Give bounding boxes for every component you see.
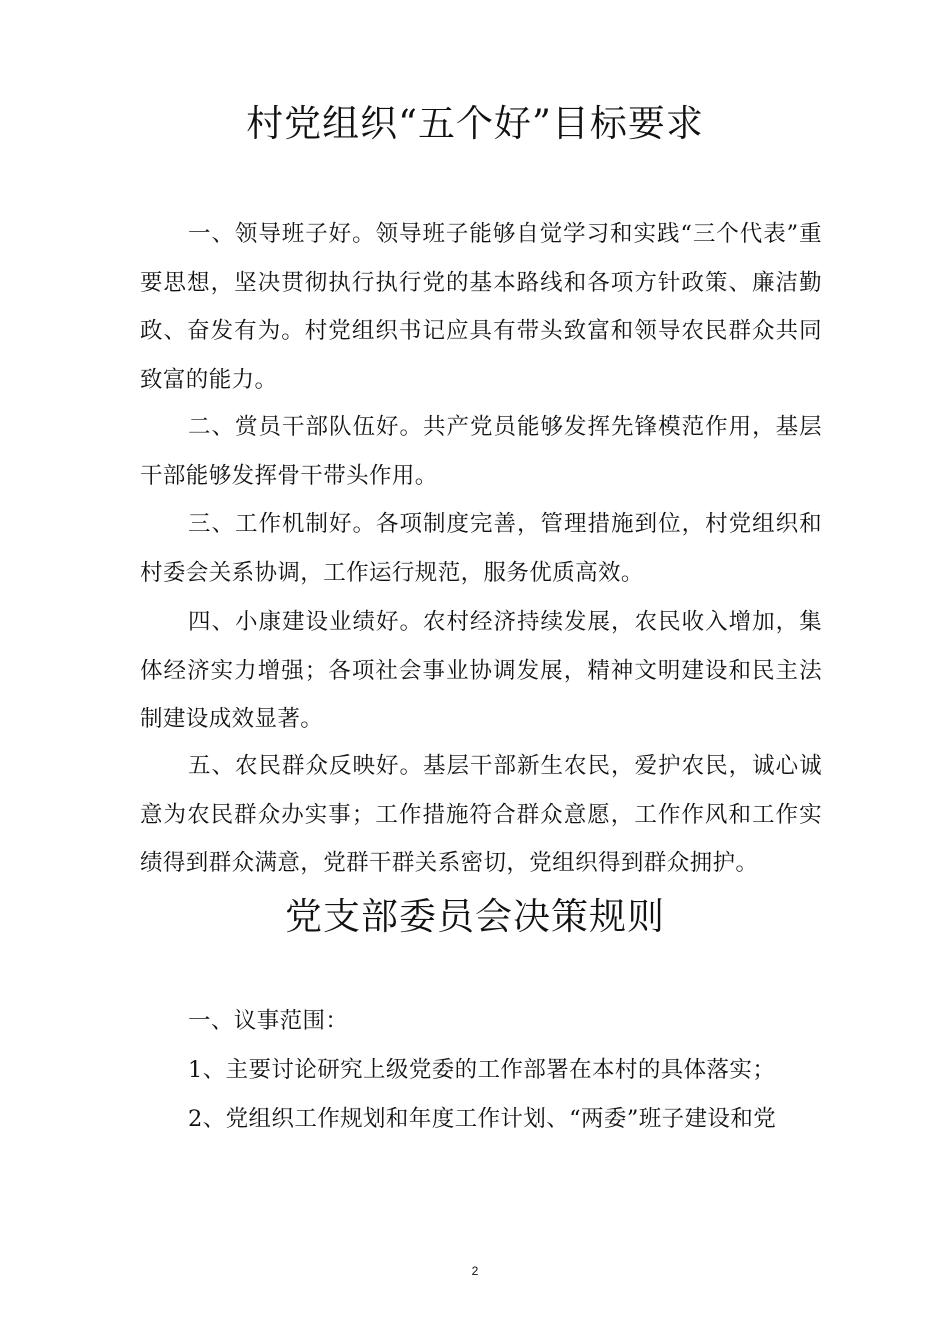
- page-number: 2: [471, 1264, 479, 1278]
- section-title-five-goods: 村党组织“五个好”目标要求: [246, 102, 704, 145]
- paragraph-xiaokang-construction: 四、小康建设业绩好。农村经济持续发展，农民收入增加，集体经济实力增强；各项社会事业协调发展，精神文明建设和民主法制建设成效显著。: [140, 609, 822, 732]
- paragraph-work-mechanism: 三、工作机制好。各项制度完善，管理措施到位，村党组织和村委会关系协调，工作运行规范，服务优质高效。: [140, 511, 822, 586]
- paragraph-rule-item-1: 1、主要讨论研究上级党委的工作部署在本村的具体落实；: [188, 1057, 776, 1083]
- paragraph-rule-item-2: 2、党组织工作规划和年度工作计划、“两委”班子建设和党: [188, 1106, 777, 1132]
- paragraph-discussion-scope: 一、议事范围：: [188, 1008, 349, 1034]
- paragraph-cadre-team: 二、赏员干部队伍好。共产党员能够发挥先锋模范作用，基层干部能够发挥骨干带头作用。: [140, 414, 822, 489]
- paragraph-public-feedback: 五、农民群众反映好。基层干部新生农民，爱护农民，诚心诚意为农民群众办实事；工作措施符合群众意愿，工作作风和工作实绩得到群众满意，党群干群关系密切，党组织得到群众拥护。: [140, 753, 822, 876]
- section-title-decision-rules: 党支部委员会决策规则: [285, 895, 665, 938]
- paragraph-leadership: 一、领导班子好。领导班子能够自觉学习和实践“三个代表”重要思想，坚决贯彻执行执行党的基本路线和各项方针政策、廉洁勤政、奋发有为。村党组织书记应具有带头致富和领导农民群众共同致富的能力。: [140, 221, 822, 393]
